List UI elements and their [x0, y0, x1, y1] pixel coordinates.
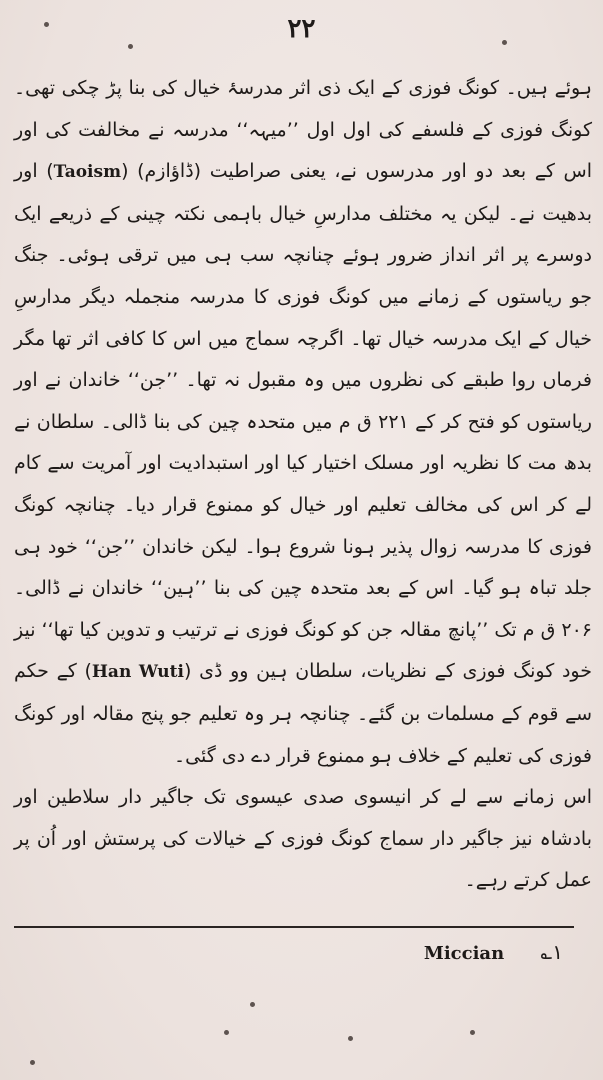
paper-speck	[502, 40, 507, 45]
paragraph-2: اس زمانے سے لے کر انیسوی صدی عیسوی تک جاگیر دار سلاطین اور بادشاہ نیز جاگیر دار سماج کونگ فوزی کے خیالات کی پرستش اور اُن پر عمل کرتے رہے۔	[14, 786, 592, 892]
main-text	[14, 68, 592, 902]
latin-term-han-wuti: Han Wuti	[91, 662, 184, 683]
page-number: ۲۲	[287, 14, 316, 44]
paragraph-1	[14, 68, 592, 777]
paper-speck	[470, 1030, 475, 1035]
paper-speck	[348, 1036, 353, 1041]
paragraph-1-part-1: ہوئے ہیں۔ کونگ فوزی کے ایک ذی اثر مدرسۂ خیال کی بنا پڑ چکی تھی۔ کونگ فوزی کے فلسفے کی اول اول ’’میہہ‘‘ مدرسہ نے مخالفت کی اور اس کے بعد دو اور مدرسوں نے، یعنی صراطیت (ڈاؤازم) (	[14, 77, 592, 183]
paper-speck	[30, 1060, 35, 1065]
paragraph-1-part-2: ) اور بدھیت نے۔ لیکن یہ مختلف مدارسِ خیال باہمی نکتہ چینی کے ذریعے ایک دوسرے پر اثر انداز ضرور ہوئے چنانچہ سب ہی میں ترقی ہوئی۔ جنگ جو ریاستوں کے زمانے میں کونگ فوزی کا مدرسہ منجملہ دیگر مدارسِ خیال کے ایک مدرسہ خیال تھا۔ اگرچہ سماج میں اس کا کافی اثر تھا مگر فرماں روا طبقے کی نظروں میں وہ مقبول نہ تھا۔ ’’جن‘‘ خاندان نے اور ریاستوں کو فتح کر کے ۲۲۱ ق م میں متحدہ چین کی بنا ڈالی۔ سلطان نے بدھ مت کا نظریہ اور مسلک اختیار کیا اور استبدادیت اور آمریت سے کام لے کر اس کی مخالف تعلیم اور خیال کو ممنوع قرار دیا۔ چنانچہ کونگ فوزی کا مدرسہ زوال پذیر ہونا شروع ہوا۔ لیکن خاندان ’’جن‘‘ خود ہی جلد تباہ ہو گیا۔ اس کے بعد متحدہ چین کی بنا ’’ہین‘‘ خاندان نے ڈالی۔ ۲۰۶ ق م تک ’’پانچ مقالہ جن کو کونگ فوزی نے ترتیب و تدوین کیا تھا‘‘ نیز خود کونگ فوزی کے نظریات، سلطان ہین وو ڈی (	[14, 160, 592, 683]
paper-speck	[250, 1002, 255, 1007]
footnote-divider	[14, 926, 574, 928]
paper-speck	[224, 1030, 229, 1035]
latin-term-taoism: Taoism	[53, 162, 122, 183]
footnote-word: Miccian	[423, 943, 505, 964]
paper-speck	[44, 22, 49, 27]
paper-speck	[128, 44, 133, 49]
paragraph-1-part-3: ) کے حکم سے قوم کے مسلمات بن گئے۔ چنانچہ ہر وہ تعلیم جو پنج مقالہ اور کونگ فوزی کی تعلیم کے خلاف ہو ممنوع قرار دے دی گئی۔	[14, 660, 592, 767]
footnote-marker: ۱؎	[540, 940, 563, 964]
footnote	[424, 940, 563, 964]
